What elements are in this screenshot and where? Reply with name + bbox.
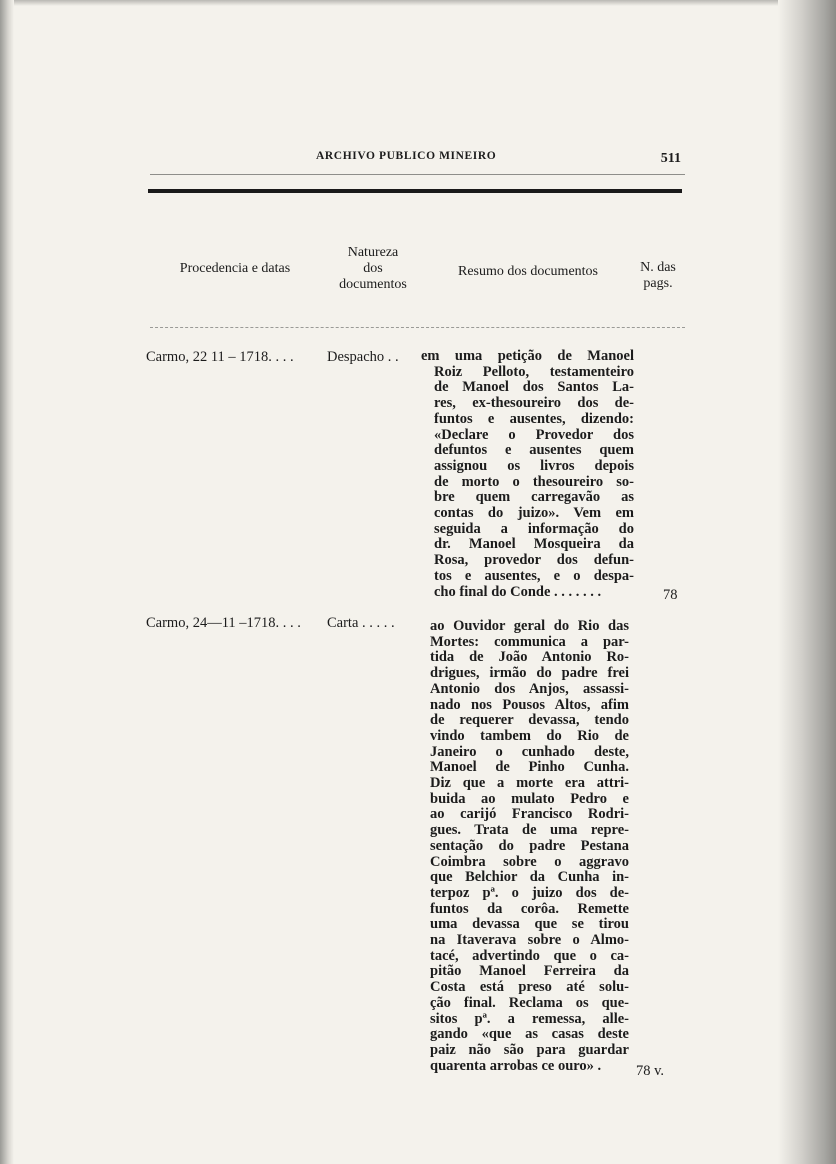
summary-line: funtos e ausentes, dizendo: bbox=[434, 410, 634, 427]
summary-line: de Manoel dos Santos La- bbox=[434, 379, 634, 396]
summary-line: nado nos Pousos Altos, afim bbox=[430, 696, 629, 713]
summary-line: gando «que as casas deste bbox=[430, 1026, 629, 1043]
summary-line: res, ex-thesoureiro dos de- bbox=[434, 395, 634, 412]
column-header-natureza bbox=[324, 245, 422, 293]
scan-right-edge bbox=[778, 0, 836, 1164]
summary-line: «Declare o Provedor dos bbox=[434, 426, 634, 443]
entry-nature: Despacho . . bbox=[327, 349, 399, 365]
summary-line: tos e ausentes, e o despa- bbox=[434, 567, 634, 584]
summary-line: na Itaverava sobre o Almo- bbox=[430, 932, 629, 949]
summary-line: vindo tambem do Rio de bbox=[430, 727, 629, 744]
summary-line: ao Ouvidor geral do Rio das bbox=[430, 618, 629, 634]
summary-line: Roiz Pelloto, testamenteiro bbox=[434, 363, 634, 380]
summary-line: buida ao mulato Pedro e bbox=[430, 790, 629, 807]
summary-line: cho final do Conde . . . . . . . bbox=[434, 583, 602, 600]
entry-date: Carmo, 22 11 – 1718. . . . bbox=[146, 349, 294, 365]
summary-line: bre quem carregavão as bbox=[434, 489, 634, 506]
page-number: 511 bbox=[660, 151, 681, 166]
summary-line: contas do juizo». Vem em bbox=[434, 505, 634, 522]
summary-line: Mortes: communica a par- bbox=[430, 633, 629, 650]
header-thick-rule bbox=[148, 189, 682, 193]
summary-line: em uma petição de Manoel bbox=[421, 348, 634, 364]
summary-line: tida de João Antonio Ro- bbox=[430, 649, 629, 666]
summary-line: que Belchior da Cunha in- bbox=[430, 869, 629, 886]
column-header-natureza-line: dos bbox=[363, 261, 383, 276]
summary-line: terpoz pª. o juizo dos de- bbox=[430, 884, 629, 901]
column-header-natureza-line: Natureza bbox=[347, 245, 399, 260]
summary-line: Costa está preso até solu- bbox=[430, 979, 629, 996]
entry-date: Carmo, 24—11 –1718. . . . bbox=[146, 615, 301, 631]
summary-line: assignou os livros depois bbox=[434, 457, 634, 474]
summary-line: de morto o thesoureiro so- bbox=[434, 473, 634, 490]
column-header-pags-line: N. das bbox=[640, 260, 676, 275]
summary-line: drigues, irmão do padre frei bbox=[430, 665, 629, 682]
summary-line: tacé, advertindo que o ca- bbox=[430, 947, 629, 964]
summary-line: de requerer devassa, tendo bbox=[430, 712, 629, 729]
column-header-pags-line: pags. bbox=[643, 276, 673, 291]
summary-line: seguida a informação do bbox=[434, 520, 634, 537]
entry-nature: Carta . . . . . bbox=[327, 615, 395, 631]
header-thin-rule bbox=[150, 174, 685, 175]
summary-line: ao carijó Francisco Rodri- bbox=[430, 806, 629, 823]
summary-line: pitão Manoel Ferreira da bbox=[430, 963, 629, 980]
summary-line: gues. Trata de uma repre- bbox=[430, 822, 629, 839]
scan-top-edge bbox=[14, 0, 778, 6]
scan-left-edge bbox=[0, 0, 14, 1164]
summary-line: funtos da corôa. Remette bbox=[430, 900, 629, 917]
column-header-resumo: Resumo dos documentos bbox=[458, 264, 598, 279]
summary-line: defuntos e ausentes quem bbox=[434, 442, 634, 459]
summary-line: Antonio dos Anjos, assassi- bbox=[430, 680, 629, 697]
entry-pages: 78 v. bbox=[636, 1063, 665, 1079]
summary-line: Diz que a morte era attri- bbox=[430, 775, 629, 792]
entry-summary bbox=[430, 619, 629, 1074]
summary-line: uma devassa que se tirou bbox=[430, 916, 629, 933]
summary-line: sentação do padre Pestana bbox=[430, 837, 629, 854]
column-header-pags bbox=[630, 260, 686, 292]
summary-line: quarenta arrobas ce ouro» . bbox=[430, 1057, 602, 1074]
column-header-natureza-line: documentos bbox=[339, 277, 407, 292]
summary-line: dr. Manoel Mosqueira da bbox=[434, 536, 634, 553]
summary-line: Coimbra sobre o aggravo bbox=[430, 853, 629, 870]
summary-line: Rosa, provedor dos defun- bbox=[434, 552, 634, 569]
running-head bbox=[150, 150, 685, 170]
running-title: ARCHIVO PUBLICO MINEIRO bbox=[316, 150, 497, 162]
summary-line: ção final. Reclama os que- bbox=[430, 994, 629, 1011]
entry-pages: 78 bbox=[663, 587, 678, 603]
summary-line: sitos pª. a remessa, alle- bbox=[430, 1010, 629, 1027]
summary-line: Manoel de Pinho Cunha. bbox=[430, 759, 629, 776]
column-header-procedencia: Procedencia e datas bbox=[179, 261, 291, 276]
column-header-rule bbox=[150, 327, 685, 328]
entry-summary bbox=[421, 349, 634, 600]
summary-line: paiz não são para guardar bbox=[430, 1041, 629, 1058]
summary-line: Janeiro o cunhado deste, bbox=[430, 743, 629, 760]
